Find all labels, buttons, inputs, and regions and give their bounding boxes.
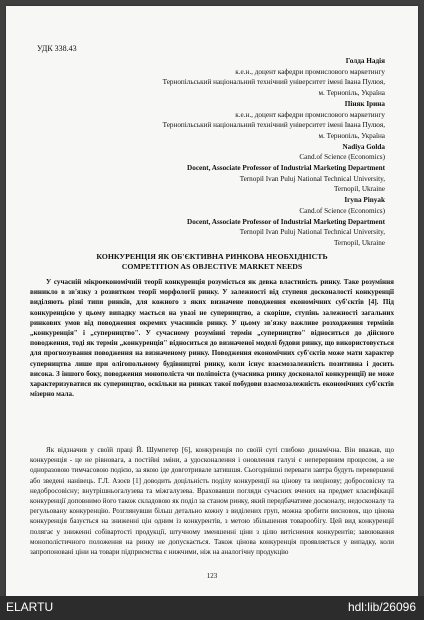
author-entry	[55, 142, 385, 196]
author-line: к.е.н., доцент кафедри промислового маркетингу	[235, 67, 385, 76]
author-name: Nadiya Golda	[342, 142, 385, 151]
author-name: Ігуna Pinyak	[344, 196, 385, 205]
author-line: Cand.of Science (Economics)	[299, 206, 385, 215]
author-line: Ternopil, Ukraine	[334, 185, 385, 194]
document-page	[6, 6, 418, 596]
author-line: Ternopil, Ukraine	[334, 238, 385, 247]
page-content	[6, 6, 418, 596]
author-block	[55, 56, 385, 249]
author-entry	[55, 99, 385, 142]
article-title-ua: КОНКУРЕНЦІЯ ЯК ОБ'ЄКТИВНА РИНКОВА НЕОБХІДНІСТЬ	[96, 252, 328, 261]
author-name: Голда Надія	[345, 57, 385, 65]
author-line: Docent, Associate Professor of Industrial Marketing Department	[187, 164, 385, 173]
handle-label: hdl:lib/26096	[347, 600, 416, 614]
repository-label: ELARTU	[6, 600, 54, 614]
author-line: Тернопільський національний технічний університет імені Івана Пулюя,	[162, 78, 385, 87]
author-line: м. Тернопіль, Україна	[318, 89, 385, 98]
author-line: м. Тернопіль, Україна	[318, 131, 385, 140]
article-title-en: COMPETITION AS OBJECTIVE MARKET NEEDS	[121, 262, 303, 271]
body-paragraph: У сучасній мікроекономічній теорії конкуренція розуміється як девка властивість ринку. Таке розуміння виникло в зв'язку з розвитком теорії морфології ринку. У залежності від ступеня досконалості конкуренції виділяють різні типи ринків, для кожного з яких визначене поводження економічних суб'єктів [4]. Під конкуренцією у цьому випадку мається на увазі не суперництво, а скоріше, ступінь залежності загальних ринкових умов від поводження окремих учасників ринку. У цьому зв'язку важливе розходження термінів „конкуренція" і „суперництво". У сучасному розумінні термін „суперництво" відноситься до дійсного поводження, тоді як термін „конкуренція" відноситься до визначеної моделі будови ринку, що використовується для прогнозування поводження на визначеному ринку. Поводження економічних суб'єктів може мати характер суперництва лише при олігопольному будівництві ринку, коли існує взаємозалежність позитивна і досить висока. З іншого боку, поводження монополіста чи поліпоіста (учасника ринку досконалої конкуренції) не може характеризуватися як суперництво, оскільки на ринках такої побудови взаємозалежність економічних суб'єктів мізерно мала.	[30, 278, 394, 399]
author-entry	[55, 56, 385, 99]
author-name: Піняк Ірина	[344, 99, 385, 108]
author-line: Ternopil Ivan Puluj National Technical University,	[239, 228, 385, 237]
author-line: Cand.of Science (Economics)	[299, 153, 385, 162]
author-line: Тернопільський національний технічний університет імені Івана Пулюя,	[162, 121, 385, 130]
page-number: 123	[206, 572, 218, 580]
author-line: Docent, Associate Professor of Industrial Marketing Department	[187, 217, 385, 226]
author-line: Ternopil Ivan Puluj National Technical University,	[239, 174, 385, 183]
body-paragraph: Як відзначив у своїй праці Й. Шумпетер [6], конкуренція по своїй суті глибоко динамічна. Він вважав, що конкуренція - це не рівновага, а постійні зміни, а удосконалення і оновлення галузі є неперервним процесом, а не одноразовою тимчасовою подією, за якою іде довготривале затишшя. Сьогоднішні переваги завтра будуть перевершені або зведені нанівець. Г.Л. Азоєв [1] доводить доцільність поділу конкуренції на цінову та нецінову; добросовісну та недобросовісну; внутрішньогалузева та міжгалузева. Враховавши погляди сучасних вчених на предмет класифікації конкуренції доповнимо його також складовою як поділ за станом ринку, який передбачатиме досконалу, недосконалу та регульовану конкуренцію. Розглянувши більш детально кожну з виділених груп, можна зробити висновок, що цінова конкуренція базується на зниженні цін одним із конкурентів, з метою збільшення товарообігу. Цей вид конкуренції полягає у зниженні собівартості продукції, штучному зменшенні ціни з цілю витіснення конкурентів; завоювання монополістичного положення на ринку не допускається. Також цінова конкуренція проявляється у випадку, коли запропоновані ціни на товари підприємства є нижчими, ніж на аналогічну продукцію	[30, 446, 394, 557]
author-entry	[55, 195, 385, 249]
udk-code: УДК 338.43	[37, 44, 77, 53]
footer-bar	[0, 596, 424, 620]
author-line: к.е.н., доцент кафедри промислового маркетингу	[235, 110, 385, 119]
